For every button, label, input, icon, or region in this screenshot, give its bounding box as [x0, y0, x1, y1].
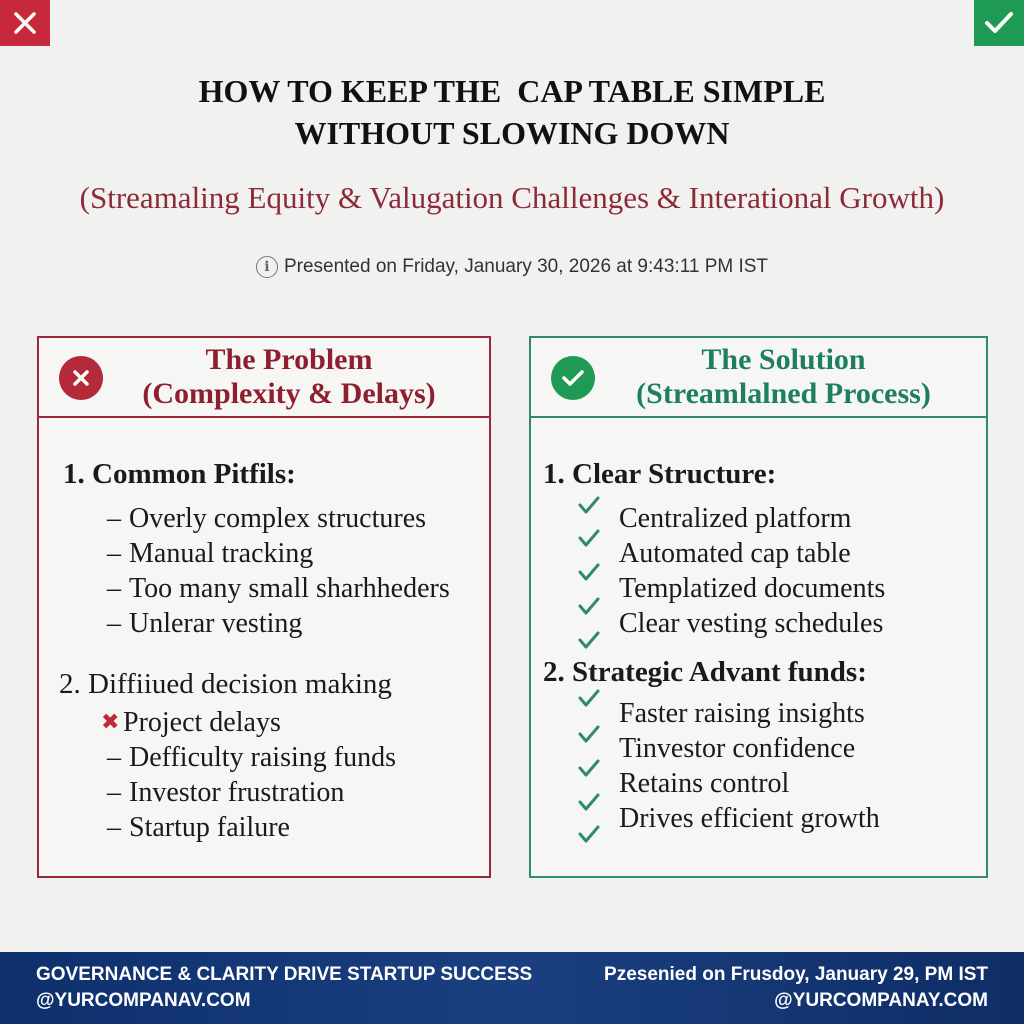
problem-section-1-heading: 1. Common Pitfils:	[63, 458, 296, 490]
solution-header-line-2: (Streamlalned Process)	[636, 377, 931, 410]
page-subtitle: (Streamaling Equity & Valugation Challenges & Interational Growth)	[79, 180, 945, 215]
list-item: Templatized documents	[619, 573, 886, 604]
list-item: – Startup failure	[107, 812, 290, 843]
footer-bar	[0, 952, 1024, 1024]
check-icon	[577, 493, 601, 517]
list-item: Retains control	[619, 768, 790, 799]
list-item: Automated cap table	[619, 538, 851, 569]
solution-section-2-heading: 2. Strategic Advant funds:	[543, 656, 867, 688]
check-icon	[577, 756, 601, 780]
presented-text: Presented on Friday, January 30, 2026 at 9:43:11 PM IST	[283, 256, 769, 277]
list-item: ✖ Project delays	[101, 707, 281, 738]
check-icon	[577, 560, 601, 584]
title-line-1: HOW TO KEEP THE CAP TABLE SIMPLE	[198, 73, 826, 109]
info-icon: i	[256, 256, 278, 278]
footer-tagline: GOVERNANCE & CLARITY DRIVE STARTUP SUCCESS	[36, 964, 533, 985]
check-circle-icon	[551, 356, 595, 400]
page-title	[0, 70, 1024, 154]
list-item: – Too many small sharhheders	[107, 573, 450, 604]
close-icon[interactable]	[0, 0, 50, 46]
check-icon	[577, 722, 601, 746]
list-item: Clear vesting schedules	[619, 608, 884, 639]
solution-header	[531, 338, 986, 418]
problem-header-title	[39, 343, 489, 411]
footer-website-left[interactable]: @YURCOMPANAV.COM	[36, 990, 251, 1011]
check-icon	[577, 594, 601, 618]
list-item: – Investor frustration	[107, 777, 345, 808]
check-icon	[577, 822, 601, 846]
list-item: – Overly complex structures	[107, 503, 427, 534]
solution-panel	[529, 336, 988, 878]
check-icon	[577, 526, 601, 550]
problem-panel	[37, 336, 491, 878]
solution-section-1-heading: 1. Clear Structure:	[543, 458, 777, 490]
check-icon[interactable]	[974, 0, 1024, 46]
solution-header-title	[531, 343, 986, 411]
x-circle-icon	[59, 356, 103, 400]
list-item: – Manual tracking	[107, 538, 314, 569]
list-item: – Unlerar vesting	[107, 608, 303, 639]
footer-website-right[interactable]: @YURCOMPANAY.COM	[774, 990, 988, 1011]
check-icon	[577, 790, 601, 814]
presented-line	[0, 256, 1024, 278]
list-item: Faster raising insights	[619, 698, 865, 729]
check-icon	[577, 628, 601, 652]
footer-presented: Pzesenied on Frusdoy, January 29, PM IST	[604, 964, 988, 985]
list-item: Centralized platform	[619, 503, 852, 534]
list-item: Drives efficient growth	[619, 803, 880, 834]
problem-header-line-1: The Problem	[205, 343, 373, 376]
solution-header-line-1: The Solution	[701, 343, 866, 376]
list-item: Tinvestor confidence	[619, 733, 856, 764]
problem-header-line-2: (Complexity & Delays)	[142, 377, 436, 410]
x-mark-icon: ✖	[101, 710, 120, 735]
check-icon	[577, 686, 601, 710]
list-item: – Defficulty raising funds	[107, 742, 396, 773]
problem-header	[39, 338, 489, 418]
problem-section-2-heading: 2. Diffiiued decision making	[59, 668, 392, 700]
title-line-2: WITHOUT SLOWING DOWN	[294, 115, 730, 151]
